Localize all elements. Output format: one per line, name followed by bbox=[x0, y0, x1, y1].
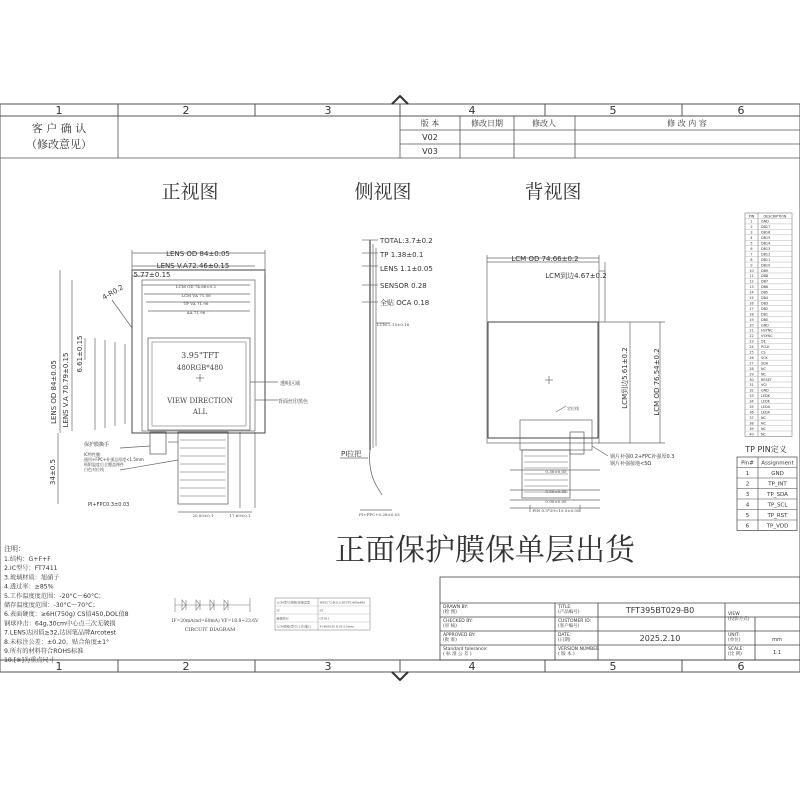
column-number: 3 bbox=[324, 104, 332, 117]
spec-key: 触摸屏IC bbox=[276, 616, 289, 621]
version-number-label: VERSION NUMBER ( 版 本 ) bbox=[558, 647, 600, 657]
lcd-pin-number: 28 bbox=[749, 366, 754, 371]
back-lcm-to-edge-vertical-dim: LCM到边5.61±0.2 bbox=[621, 347, 629, 409]
lcd-pin-number: 27 bbox=[749, 361, 754, 366]
note-line: 6.表面硬度：≥6H(750g) CS值450,DOL值8 bbox=[4, 611, 129, 619]
column-number: 2 bbox=[182, 660, 190, 673]
lcd-pin-description: LEDK bbox=[761, 399, 770, 404]
note-line: 7.LENS达因值≥32,达因笔品牌Arcotest bbox=[4, 629, 117, 637]
display-size-label: 3.95"TFT bbox=[181, 351, 219, 360]
ic-note-callout: IC特性膜： 通用+FPC+补强总厚度<1.5mm 贴附温度后全覆盖裸件 白色对位线 bbox=[84, 452, 144, 472]
tp-va-small-dim: TP VA 71.96 bbox=[183, 301, 209, 306]
column-number: 4 bbox=[468, 104, 476, 117]
tp-pin-header: Assignment bbox=[761, 460, 794, 467]
lens-od-width-dim: LENS OD 84±0.05 bbox=[166, 250, 230, 258]
back-view-title: 背视图 bbox=[524, 181, 582, 203]
back-fpc-dim-b: 0.50±0.05 bbox=[545, 489, 567, 494]
tp-pin-table-title: TP PIN定义 bbox=[745, 445, 787, 454]
note-line: 5.工作温度度范围：-20°C～60°C； bbox=[4, 592, 105, 600]
customer-note-label: （修改意见） bbox=[26, 138, 92, 151]
date-label: DATE: (日期) bbox=[558, 633, 572, 643]
scale-value: 1:1 bbox=[772, 650, 782, 656]
lcd-pin-description: DB10 bbox=[761, 263, 771, 268]
lcd-pin-description: DB3 bbox=[761, 301, 769, 306]
note-line: 3.玻璃材质：旭硝子 bbox=[4, 574, 60, 582]
back-fpc-dim-c: 0.90±0.05 bbox=[545, 499, 567, 504]
tp-pin-number: 1 bbox=[745, 471, 750, 477]
lcd-pin-number: 38 bbox=[749, 421, 754, 426]
lcd-pin-number: 18 bbox=[749, 312, 754, 317]
circuit-diagram bbox=[175, 598, 250, 612]
front-view-drawing bbox=[58, 250, 278, 512]
spec-value: GT911 bbox=[319, 616, 330, 621]
lcd-pin-number: 22 bbox=[749, 334, 754, 339]
view-projection-label: VIEW (投影方式) bbox=[728, 612, 750, 622]
pi-stiffener-callout: PI拉把 bbox=[341, 450, 362, 458]
lcd-pin-number: 31 bbox=[749, 383, 754, 388]
drawn-by-label: DRAWN BY: (绘 图) bbox=[443, 605, 468, 615]
front-film-note: 正面保护膜保单层出货 bbox=[335, 533, 635, 568]
lcd-pin-number: 35 bbox=[749, 405, 754, 409]
note-line: 10.[※]为重点尺寸 bbox=[4, 657, 55, 665]
unit-value: mm bbox=[772, 637, 782, 643]
lcd-pin-description: DB8 bbox=[761, 274, 769, 279]
lcd-pin-description: PCLK bbox=[761, 345, 770, 350]
spec-key: LCM规格/型号/工作/插口 bbox=[276, 624, 311, 629]
lcd-pin-number: 29 bbox=[749, 372, 754, 377]
circuit-spec-text: IF=20mA(nd=60mA) VF=18.8~23.6V bbox=[171, 619, 259, 624]
spec-value: HX8272-HD,3.95TFT,480x480 bbox=[319, 600, 366, 605]
revision-header: 修改日期 bbox=[471, 119, 503, 128]
tp-pin-number: 6 bbox=[745, 523, 750, 530]
lcd-pin-description: DB16 bbox=[761, 230, 771, 235]
lcd-pin-description: NC bbox=[761, 366, 766, 371]
lcd-pin-table bbox=[745, 213, 792, 436]
lcd-pin-number: 10 bbox=[749, 268, 754, 273]
lens-thickness-dim: LENS 1.1±0.05 bbox=[380, 265, 433, 273]
side-fpc-thickness-dim: PI+FPC+0.28±0.03 bbox=[359, 512, 400, 517]
lcd-pin-description: VCI bbox=[761, 383, 767, 388]
lcd-pin-description: DB11 bbox=[761, 257, 771, 262]
tp-pin-table bbox=[737, 457, 797, 531]
tp-pin-number: 5 bbox=[745, 513, 750, 519]
revision-header: 修改人 bbox=[532, 119, 556, 128]
spec-info-table bbox=[275, 598, 370, 630]
oca-thickness-dim: 全贴 OCA 0.18 bbox=[380, 299, 430, 307]
lcd-pin-description: SCK bbox=[761, 355, 768, 360]
lcd-pin-description: DB1 bbox=[761, 312, 769, 317]
lcd-pin-number: 6 bbox=[750, 246, 753, 251]
lcd-pin-number: 17 bbox=[749, 306, 754, 311]
lcd-pin-description: DB15 bbox=[761, 236, 771, 241]
lcd-pin-number: 16 bbox=[749, 301, 754, 306]
lcd-pin-number: 40 bbox=[749, 432, 754, 437]
front-view-title: 正视图 bbox=[161, 181, 219, 203]
column-number: 3 bbox=[324, 660, 332, 673]
spec-value: ST bbox=[319, 608, 324, 613]
lcd-pin-description: DB7 bbox=[761, 279, 769, 284]
column-number: 5 bbox=[609, 660, 617, 673]
spec-key: LCM型号/规格/屏幕类型 bbox=[276, 600, 310, 605]
back-fpc-pin-pitch-dim: PIN 0.5*39=19.5±0.05 bbox=[532, 508, 580, 513]
date-value: 2025.2.10 bbox=[639, 634, 681, 643]
note-line: 2.IC型号：FT7411 bbox=[4, 565, 58, 573]
lcd-pin-header: PIN bbox=[748, 214, 755, 219]
column-number: 6 bbox=[737, 104, 745, 117]
lcd-pin-number: 37 bbox=[749, 415, 754, 420]
aa-small-dim: AA 71.96 bbox=[186, 310, 206, 315]
lcd-pin-description: DB14 bbox=[761, 241, 771, 246]
lcd-pin-number: 32 bbox=[749, 388, 754, 393]
lens-offset-x-dim: 5.77±0.15 bbox=[133, 271, 171, 279]
circuit-diagram-caption: CIRCUIT DIAGRAM bbox=[184, 627, 236, 633]
tp-pin-assignment: TP_SCL bbox=[767, 502, 788, 509]
note-line: 1.结构：G+F+F bbox=[4, 556, 51, 563]
lcd-pin-description: LEDA bbox=[761, 405, 770, 409]
lcd-pin-number: 12 bbox=[749, 279, 754, 284]
column-number: 6 bbox=[737, 660, 745, 673]
stiffener-note: 钢片补强0.2+FPC补强厚0.3 钢片补强接地<5Ω bbox=[610, 454, 675, 467]
view-direction-label: VIEW DIRECTION bbox=[167, 397, 233, 405]
lcd-pin-number: 11 bbox=[749, 274, 754, 279]
revision-header: 修 改 内 容 bbox=[667, 119, 707, 128]
note-line: 8.未标注公差：±0.20，贴合角度±1° bbox=[4, 638, 110, 646]
transparent-area-callout: 透明区域 bbox=[280, 381, 301, 387]
tp-pin-number: 3 bbox=[745, 492, 750, 498]
column-number: 2 bbox=[182, 104, 190, 117]
customer-id-label: CUSTOMER ID: (客户编号) bbox=[558, 619, 592, 629]
lcm-va-small-dim: LCM VA 71.56 bbox=[181, 293, 211, 298]
column-number: 1 bbox=[55, 660, 63, 673]
lcd-pin-number: 25 bbox=[749, 350, 754, 355]
side-view-title: 侧视图 bbox=[354, 181, 412, 203]
lcd-pin-description: DB13 bbox=[761, 246, 771, 251]
lcd-pin-description: VSYNC bbox=[761, 334, 773, 339]
back-lcm-od-width-dim: LCM OD 74.66±0.2 bbox=[511, 255, 579, 263]
lens-va-width-dim: LENS V.A72.46±0.15 bbox=[156, 262, 230, 270]
alignment-line-callout: 定位线 bbox=[567, 406, 579, 411]
lcd-pin-number: 4 bbox=[750, 236, 753, 241]
fpc-length-dim: 34±0.5 bbox=[49, 459, 57, 485]
lcm-od-small-dim: LCM OD 74.66±0.2 bbox=[175, 284, 217, 289]
tp-thickness-dim: TP 1.38±0.1 bbox=[380, 251, 424, 259]
tp-pin-assignment: TP_VDD bbox=[766, 523, 789, 530]
lens-od-height-dim: LENS OD 84±0.05 bbox=[50, 360, 58, 424]
lcd-pin-number: 5 bbox=[750, 241, 753, 246]
lcd-pin-description: GND bbox=[761, 323, 769, 328]
lcd-pin-number: 21 bbox=[749, 328, 754, 333]
lcd-pin-description: CS bbox=[761, 350, 766, 355]
lcd-pin-description: NC bbox=[761, 421, 766, 426]
pi-fpc-callout: PI+FPC0.3±0.03 bbox=[88, 502, 130, 508]
lcd-pin-description: LEDA bbox=[761, 410, 770, 415]
column-number: 4 bbox=[468, 660, 476, 673]
lcd-pin-description: DB17 bbox=[761, 225, 771, 230]
lcd-pin-description: DB2 bbox=[761, 306, 769, 311]
sensor-thickness-dim: SENSOR 0.28 bbox=[380, 282, 427, 290]
lcd-pin-description: DB4 bbox=[761, 296, 769, 300]
lcd-pin-description: DE bbox=[761, 339, 766, 344]
lcd-pin-number: 7 bbox=[750, 252, 753, 257]
lcd-pin-number: 26 bbox=[749, 355, 754, 360]
view-all-label: ALL bbox=[192, 408, 208, 416]
spec-key: IC bbox=[276, 608, 280, 613]
lcd-pin-description: GND bbox=[761, 388, 769, 393]
revision-row-version: V03 bbox=[422, 147, 438, 156]
scale-label: SCALE: (比 例) bbox=[728, 647, 744, 657]
standard-tolerance-label: Standard tolerance: ( 标 准 公 差 ) bbox=[443, 647, 488, 657]
lcd-pin-number: 3 bbox=[750, 230, 753, 235]
lcd-pin-description: SDA bbox=[761, 361, 769, 366]
part-number-value: TFT395BT029-B0 bbox=[625, 606, 695, 615]
tp-pin-assignment: TP_RST bbox=[767, 513, 788, 519]
notes-list bbox=[4, 555, 129, 664]
lcd-pin-number: 1 bbox=[750, 219, 753, 224]
revision-row-version: V02 bbox=[422, 133, 438, 142]
lcd-pin-description: DB12 bbox=[761, 252, 771, 257]
lcd-pin-description: HSYNC bbox=[761, 328, 773, 333]
lcd-pin-description: NC bbox=[761, 372, 766, 377]
back-print-callout: 背面丝印黑色 bbox=[278, 399, 309, 405]
lcm-thickness-dim: LCM 2.15±0.16 bbox=[377, 322, 410, 327]
tp-pin-assignment: GND bbox=[771, 471, 784, 477]
tp-pin-header: Pin# bbox=[741, 460, 754, 467]
lcd-pin-number: 9 bbox=[750, 263, 753, 268]
note-line: 钢球冲击：64g,30cm中心点三次无破损 bbox=[4, 620, 116, 628]
note-line: 4.透过率：≥85% bbox=[4, 583, 54, 591]
total-thickness-dim: TOTAL:3.7±0.2 bbox=[380, 237, 433, 245]
fpc-width-dim: 20.00±0.1 bbox=[192, 513, 214, 518]
lcd-pin-description: DB6 bbox=[761, 285, 769, 290]
lcd-pin-number: 33 bbox=[749, 394, 754, 399]
tp-pin-number: 4 bbox=[745, 502, 750, 509]
customer-confirm-label: 客 户 确 认 bbox=[31, 122, 87, 135]
lcd-pin-number: 24 bbox=[749, 345, 754, 350]
resolution-label: 480RGB*480 bbox=[176, 364, 224, 372]
lcd-pin-number: 20 bbox=[749, 323, 754, 328]
lcd-pin-description: NC bbox=[761, 426, 766, 431]
notes-title: 注明： bbox=[4, 545, 25, 553]
lcd-pin-number: 30 bbox=[749, 377, 754, 382]
tp-pin-assignment: TP_SDA bbox=[767, 492, 788, 498]
lcd-pin-description: DB5 bbox=[761, 290, 769, 295]
lcd-pin-number: 13 bbox=[749, 285, 754, 290]
lcd-pin-number: 36 bbox=[749, 410, 754, 415]
lcd-pin-number: 34 bbox=[749, 399, 754, 404]
lcd-pin-number: 23 bbox=[749, 339, 754, 344]
revision-header: 版 本 bbox=[420, 119, 440, 128]
column-number: 5 bbox=[609, 104, 617, 117]
lcd-pin-number: 8 bbox=[750, 257, 753, 262]
tp-pin-assignment: TP_INT bbox=[768, 481, 787, 488]
lcd-pin-number: 2 bbox=[750, 225, 753, 230]
lcd-pin-number: 19 bbox=[749, 317, 754, 322]
lcd-pin-number: 14 bbox=[749, 290, 754, 295]
back-lcm-od-height-dim: LCM OD 76.54±0.2 bbox=[653, 348, 661, 416]
lcd-pin-description: GND bbox=[761, 219, 769, 224]
lcd-pin-description: NC bbox=[761, 415, 766, 420]
lcd-pin-description: RESET bbox=[761, 377, 772, 382]
lens-offset-y-dim: 6.61±0.15 bbox=[76, 335, 84, 373]
title-label: TITLE: (产品编号) bbox=[558, 605, 580, 615]
back-lcm-to-edge-dim: LCM到边4.67±0.2 bbox=[545, 272, 607, 280]
note-line: 储存温度度范围：-30°C～70°C； bbox=[4, 602, 99, 609]
column-number: 1 bbox=[55, 104, 63, 117]
spec-value: F1408030 D19 5.5mm bbox=[319, 624, 354, 629]
lcd-pin-header: DESCRIPTION bbox=[763, 214, 787, 219]
lcd-pin-description: LEDK bbox=[761, 394, 770, 399]
unit-label: UNIT: (单位) bbox=[728, 633, 741, 643]
lens-va-height-dim: LENS V.A 70.79±0.15 bbox=[62, 352, 70, 428]
lcd-pin-description: DB9 bbox=[761, 268, 769, 273]
lcd-pin-number: 39 bbox=[749, 426, 754, 431]
protect-handle-callout: 保护膜撕手 bbox=[84, 442, 110, 448]
note-line: 9.所有的材料符合ROHS标准 bbox=[4, 648, 84, 655]
tp-pin-number: 2 bbox=[745, 481, 750, 488]
lcd-pin-number: 15 bbox=[749, 296, 754, 300]
fpc-offset-dim: 17.60±0.1 bbox=[229, 513, 251, 518]
corner-radius-dim: 4-R0.2 bbox=[101, 283, 125, 302]
approved-by-label: APPROVED BY: (批 准) bbox=[443, 633, 476, 643]
lcd-pin-description: DB0 bbox=[761, 317, 769, 322]
lcd-pin-description: NC bbox=[761, 432, 766, 437]
back-fpc-dim-a: 0.30±0.05 bbox=[545, 469, 567, 474]
checked-by-label: CHECKED BY: (审 核) bbox=[443, 619, 473, 629]
side-view-drawing bbox=[340, 240, 392, 510]
back-view-drawing bbox=[487, 255, 665, 512]
